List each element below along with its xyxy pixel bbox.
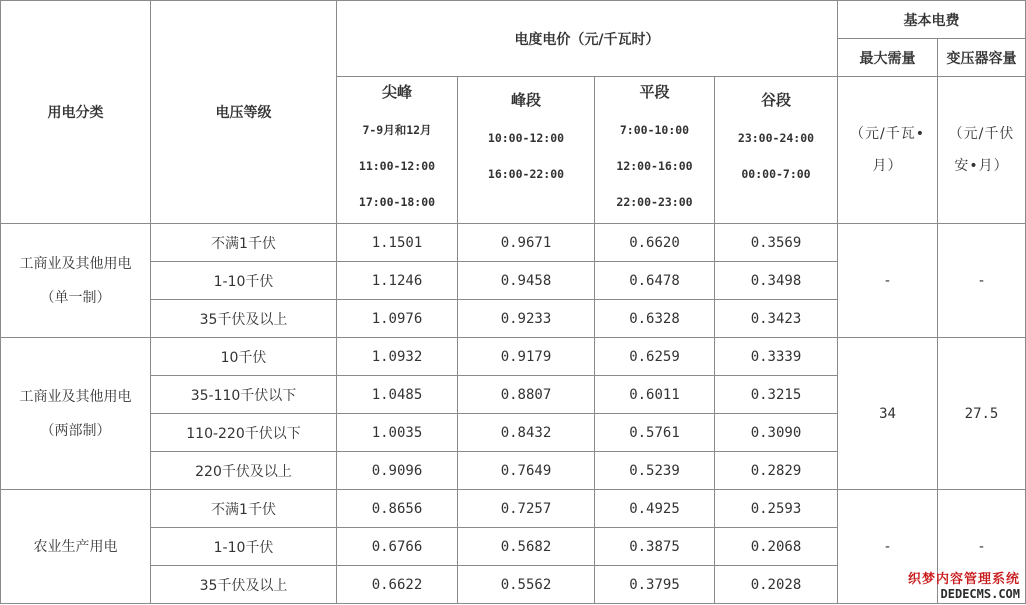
category-sublabel: （单一制） bbox=[40, 289, 111, 306]
header-transformer-capacity: 变压器容量 bbox=[938, 39, 1026, 77]
max-demand-fee: 34 bbox=[838, 338, 938, 490]
price-high: 0.8807 bbox=[458, 376, 595, 414]
period-flat-cell bbox=[595, 77, 715, 224]
unit-line: （元/千瓦• bbox=[850, 126, 925, 142]
price-flat: 0.4925 bbox=[595, 490, 715, 528]
price-valley: 0.3215 bbox=[715, 376, 838, 414]
price-peak: 1.0932 bbox=[337, 338, 458, 376]
period-time: 10:00-12:00 bbox=[487, 131, 565, 145]
category-label: 工商业及其他用电 bbox=[19, 388, 132, 405]
price-peak: 1.0035 bbox=[337, 414, 458, 452]
voltage-cell: 1-10千伏 bbox=[151, 528, 337, 566]
price-flat: 0.6011 bbox=[595, 376, 715, 414]
period-time: 11:00-12:00 bbox=[358, 158, 436, 173]
period-name: 峰段 bbox=[510, 91, 541, 109]
transformer-fee: - bbox=[938, 490, 1026, 604]
price-high: 0.9671 bbox=[458, 224, 595, 262]
price-peak: 1.1501 bbox=[337, 224, 458, 262]
price-peak: 0.9096 bbox=[337, 452, 458, 490]
period-time: 16:00-22:00 bbox=[487, 167, 565, 181]
max-demand-fee: - bbox=[838, 490, 938, 604]
price-peak: 1.1246 bbox=[337, 262, 458, 300]
price-valley: 0.3423 bbox=[715, 300, 838, 338]
period-time: 7-9月和12月 bbox=[362, 122, 432, 137]
header-max-demand: 最大需量 bbox=[838, 39, 938, 77]
header-energy-price: 电度电价（元/千瓦时） bbox=[337, 1, 838, 77]
price-high: 0.7649 bbox=[458, 452, 595, 490]
price-peak: 0.8656 bbox=[337, 490, 458, 528]
price-valley: 0.3569 bbox=[715, 224, 838, 262]
price-peak: 1.0976 bbox=[337, 300, 458, 338]
price-high: 0.9179 bbox=[458, 338, 595, 376]
period-time: 17:00-18:00 bbox=[358, 194, 436, 209]
price-high: 0.5562 bbox=[458, 566, 595, 604]
price-high: 0.9233 bbox=[458, 300, 595, 338]
period-time: 22:00-23:00 bbox=[616, 194, 693, 209]
category-label: 工商业及其他用电 bbox=[19, 255, 132, 272]
price-valley: 0.2068 bbox=[715, 528, 838, 566]
period-peak-cell bbox=[337, 77, 458, 224]
price-valley: 0.3339 bbox=[715, 338, 838, 376]
price-valley: 0.2028 bbox=[715, 566, 838, 604]
table-row bbox=[1, 224, 1026, 262]
price-flat: 0.6478 bbox=[595, 262, 715, 300]
voltage-cell: 35千伏及以上 bbox=[151, 566, 337, 604]
category-cell bbox=[1, 490, 151, 604]
period-time: 00:00-7:00 bbox=[741, 167, 811, 181]
price-flat: 0.6328 bbox=[595, 300, 715, 338]
price-valley: 0.2829 bbox=[715, 452, 838, 490]
price-flat: 0.3875 bbox=[595, 528, 715, 566]
period-valley-cell bbox=[715, 77, 838, 224]
header-basic-fee: 基本电费 bbox=[838, 1, 1026, 39]
period-time: 23:00-24:00 bbox=[737, 131, 815, 145]
voltage-cell: 35千伏及以上 bbox=[151, 300, 337, 338]
price-valley: 0.3498 bbox=[715, 262, 838, 300]
watermark-title: 织梦内容管理系统 bbox=[907, 572, 1020, 587]
period-time: 12:00-16:00 bbox=[616, 158, 693, 173]
table-row bbox=[1, 338, 1026, 376]
transformer-unit bbox=[938, 77, 1026, 224]
price-valley: 0.3090 bbox=[715, 414, 838, 452]
price-high: 0.8432 bbox=[458, 414, 595, 452]
header-voltage: 电压等级 bbox=[151, 1, 337, 224]
voltage-cell: 110-220千伏以下 bbox=[151, 414, 337, 452]
price-flat: 0.5761 bbox=[595, 414, 715, 452]
period-time: 7:00-10:00 bbox=[619, 122, 690, 137]
period-name: 平段 bbox=[639, 82, 670, 101]
category-label: 农业生产用电 bbox=[33, 538, 118, 555]
max-demand-unit bbox=[838, 77, 938, 224]
period-name: 谷段 bbox=[760, 91, 791, 109]
table-row bbox=[1, 490, 1026, 528]
unit-line: 月） bbox=[872, 158, 903, 174]
category-sublabel: （两部制） bbox=[40, 422, 111, 439]
price-flat: 0.6259 bbox=[595, 338, 715, 376]
price-high: 0.7257 bbox=[458, 490, 595, 528]
price-peak: 1.0485 bbox=[337, 376, 458, 414]
voltage-cell: 10千伏 bbox=[151, 338, 337, 376]
price-high: 0.5682 bbox=[458, 528, 595, 566]
category-cell bbox=[1, 224, 151, 338]
price-valley: 0.2593 bbox=[715, 490, 838, 528]
category-cell bbox=[1, 338, 151, 490]
voltage-cell: 不满1千伏 bbox=[151, 490, 337, 528]
header-category: 用电分类 bbox=[1, 1, 151, 224]
transformer-fee: 27.5 bbox=[938, 338, 1026, 490]
price-peak: 0.6622 bbox=[337, 566, 458, 604]
transformer-fee: - bbox=[938, 224, 1026, 338]
max-demand-fee: - bbox=[838, 224, 938, 338]
unit-line: 安•月） bbox=[954, 158, 1009, 174]
price-flat: 0.3795 bbox=[595, 566, 715, 604]
period-name: 尖峰 bbox=[381, 82, 412, 101]
price-peak: 0.6766 bbox=[337, 528, 458, 566]
price-flat: 0.6620 bbox=[595, 224, 715, 262]
voltage-cell: 1-10千伏 bbox=[151, 262, 337, 300]
period-high-cell bbox=[458, 77, 595, 224]
watermark-domain: DEDECMS.COM bbox=[940, 587, 1020, 601]
price-high: 0.9458 bbox=[458, 262, 595, 300]
unit-line: （元/千伏 bbox=[948, 126, 1015, 142]
voltage-cell: 220千伏及以上 bbox=[151, 452, 337, 490]
watermark bbox=[908, 572, 1020, 602]
price-flat: 0.5239 bbox=[595, 452, 715, 490]
voltage-cell: 35-110千伏以下 bbox=[151, 376, 337, 414]
voltage-cell: 不满1千伏 bbox=[151, 224, 337, 262]
